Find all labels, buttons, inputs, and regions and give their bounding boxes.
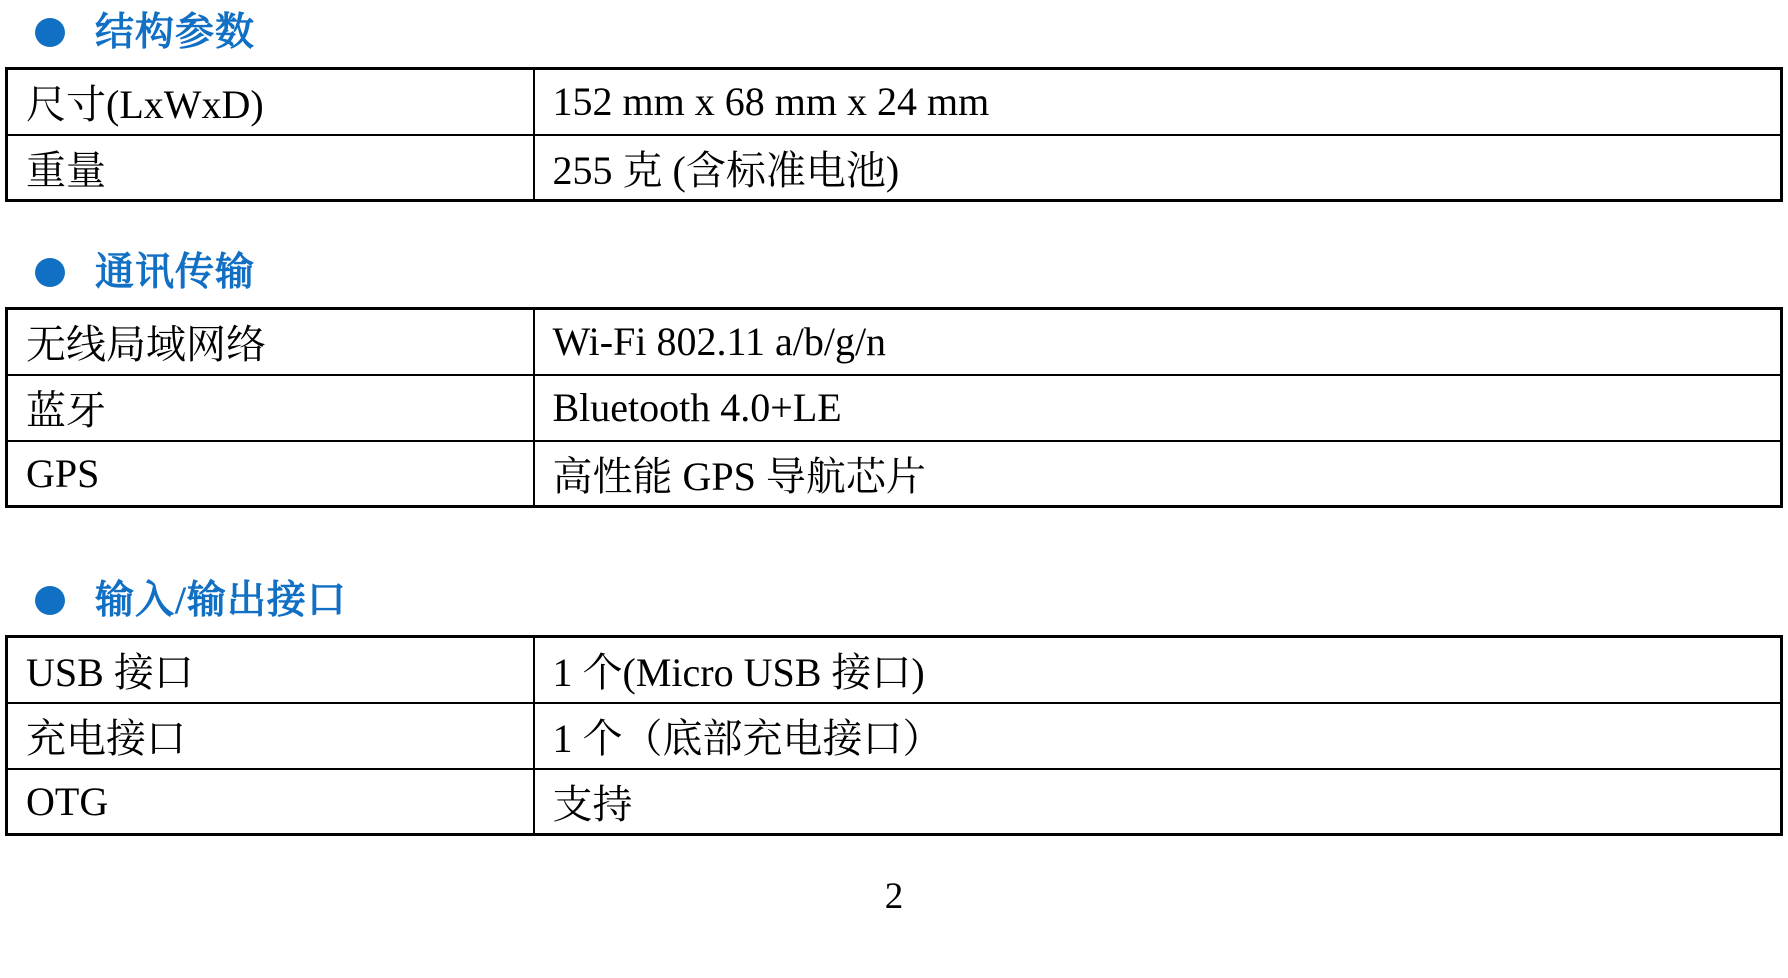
- spec-label: 重量: [7, 135, 534, 201]
- table-row: [7, 309, 1782, 375]
- spec-value: 1 个（底部充电接口）: [534, 703, 1782, 769]
- section-title: 输入/输出接口: [95, 578, 347, 622]
- table-row: [7, 375, 1782, 441]
- section-heading: [35, 250, 1783, 294]
- table-row: [7, 441, 1782, 507]
- section-structural-parameters: [5, 10, 1783, 202]
- spec-value: 255 克 (含标准电池): [534, 135, 1782, 201]
- spec-label: 充电接口: [7, 703, 534, 769]
- spec-value: 1 个(Micro USB 接口): [534, 637, 1782, 703]
- section-title: 通讯传输: [95, 250, 256, 294]
- section-heading: [35, 578, 1783, 622]
- section-io-interfaces: [5, 578, 1783, 836]
- bullet-icon: [35, 258, 65, 287]
- table-row: [7, 69, 1782, 135]
- spec-label: 无线局域网络: [7, 309, 534, 375]
- table-row: [7, 637, 1782, 703]
- spec-value: 支持: [534, 769, 1782, 835]
- section-heading: [35, 10, 1783, 54]
- spec-label: 尺寸(LxWxD): [7, 69, 534, 135]
- spec-table: [5, 307, 1783, 508]
- section-communication: [5, 250, 1783, 508]
- spec-value: Wi-Fi 802.11 a/b/g/n: [534, 309, 1782, 375]
- spec-label: USB 接口: [7, 637, 534, 703]
- table-row: [7, 769, 1782, 835]
- bullet-icon: [35, 18, 65, 47]
- spec-table: [5, 67, 1783, 202]
- table-row: [7, 135, 1782, 201]
- spec-value: 高性能 GPS 导航芯片: [534, 441, 1782, 507]
- spec-value: 152 mm x 68 mm x 24 mm: [534, 69, 1782, 135]
- spec-table: [5, 635, 1783, 836]
- spec-label: 蓝牙: [7, 375, 534, 441]
- spec-label: OTG: [7, 769, 534, 835]
- bullet-icon: [35, 586, 65, 615]
- spec-value: Bluetooth 4.0+LE: [534, 375, 1782, 441]
- page-number: 2: [884, 876, 904, 917]
- spec-label: GPS: [7, 441, 534, 507]
- section-title: 结构参数: [95, 10, 256, 54]
- table-row: [7, 703, 1782, 769]
